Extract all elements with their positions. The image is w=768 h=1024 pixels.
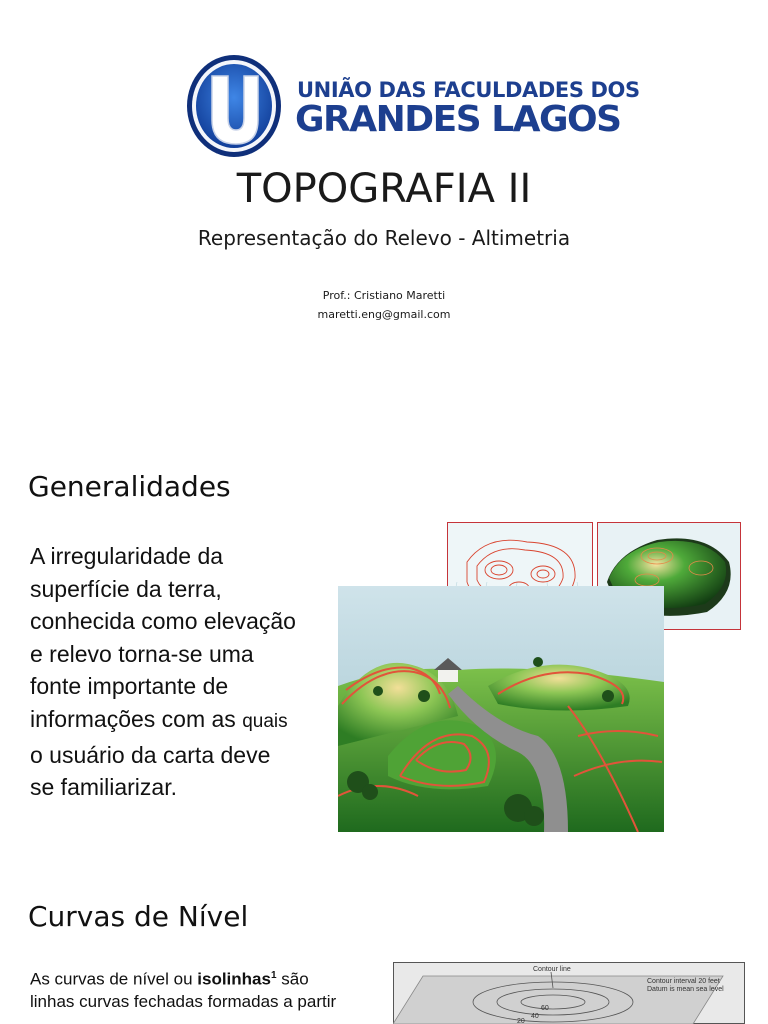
slide-subtitle: Representação do Relevo - Altimetria <box>197 226 571 250</box>
contour-interval-label: Contour interval 20 feet <box>647 978 720 985</box>
paragraph-line-text: informações com as <box>30 705 243 732</box>
elevation-label-40: 40 <box>531 1013 539 1020</box>
paragraph-line: superfície da terra, <box>30 575 222 602</box>
contour-diagram-image <box>393 962 745 1024</box>
curvas-de-nivel-paragraph <box>30 965 390 1013</box>
paragraph-line <box>30 965 390 991</box>
elevation-label-20: 20 <box>517 1018 525 1024</box>
datum-label: Datum is mean sea level <box>647 986 724 993</box>
paragraph-line: o usuário da carta deve <box>30 741 271 768</box>
university-logo-emblem <box>186 54 282 158</box>
generalidades-paragraph <box>30 540 330 804</box>
paragraph-bold-term: isolinhas <box>197 969 271 989</box>
paragraph-line: fonte importante de <box>30 673 229 700</box>
logo-text-line1: UNIÃO DAS FACULDADES DOS <box>297 78 640 102</box>
paragraph-line <box>30 703 330 739</box>
generalidades-heading: Generalidades <box>28 470 231 503</box>
paragraph-line: conhecida como elevação <box>30 608 296 635</box>
professor-name: Prof.: Cristiano Maretti <box>322 289 446 302</box>
paragraph-text: As curvas de nível ou <box>30 969 198 989</box>
logo-text-line2: GRANDES LAGOS <box>295 99 621 140</box>
professor-email: maretti.eng@gmail.com <box>317 308 451 321</box>
logo-letter: U <box>186 54 187 55</box>
paragraph-text: são <box>276 969 309 989</box>
elevation-label-60: 60 <box>541 1005 549 1012</box>
contour-line-label: Contour line <box>533 966 571 973</box>
curvas-de-nivel-heading: Curvas de Nível <box>28 900 249 933</box>
footnote-marker: 1 <box>270 970 277 981</box>
terrain-landscape-image <box>338 586 664 832</box>
paragraph-line: linhas curvas fechadas formadas a partir <box>30 991 337 1011</box>
paragraph-line: se familiarizar. <box>30 774 177 801</box>
paragraph-line: e relevo torna-se uma <box>30 640 254 667</box>
paragraph-line-small-word: quais <box>242 710 288 732</box>
paragraph-line: A irregularidade da <box>30 543 224 569</box>
slide-title: TOPOGRAFIA II <box>236 166 532 212</box>
